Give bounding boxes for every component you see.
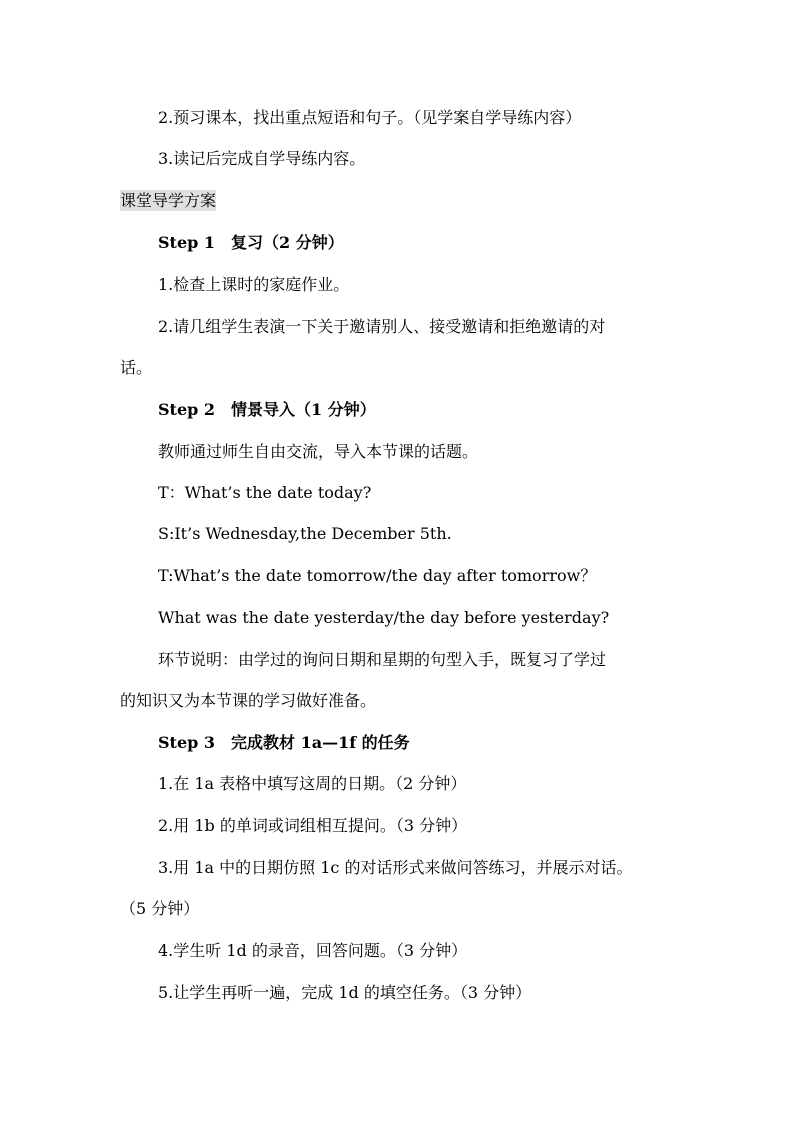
preview-item-2: 2.预习课本，找出重点短语和句子。（见学案自学导练内容）	[158, 108, 582, 127]
step3-item-5: 5.让学生再听一遍，完成 1d 的填空任务。（3 分钟）	[158, 983, 532, 1002]
step3-item-2: 2.用 1b 的单词或词组相互提问。（3 分钟）	[158, 816, 468, 835]
dialogue-line-1: T：What’s the date today?	[158, 483, 372, 502]
dialogue-line-2: S:It’s Wednesday,the December 5th.	[158, 524, 452, 543]
step1-heading: Step 1 复习（2 分钟）	[158, 233, 344, 252]
step3-item-1: 1.在 1a 表格中填写这周的日期。（2 分钟）	[158, 774, 467, 793]
step3-item-3-cont: （5 分钟）	[120, 899, 200, 918]
dialogue-line-3: T:What’s the date tomorrow/the day after tomorrow？	[158, 566, 597, 585]
section-heading-text: 课堂导学方案	[120, 191, 217, 210]
note-line-1: 环节说明：由学过的询问日期和星期的句型入手，既复习了学过	[158, 650, 607, 669]
step1-item-2-cont: 话。	[120, 358, 153, 377]
preview-item-3: 3.读记后完成自学导练内容。	[158, 149, 366, 168]
note-line-2: 的知识又为本节课的学习做好准备。	[120, 691, 377, 710]
step2-heading: Step 2 情景导入（1 分钟）	[158, 400, 376, 419]
step2-intro: 教师通过师生自由交流，导入本节课的话题。	[158, 442, 479, 461]
step3-heading: Step 3 完成教材 1a—1f 的任务	[158, 733, 410, 752]
step3-item-4: 4.学生听 1d 的录音，回答问题。（3 分钟）	[158, 941, 468, 960]
step1-item-1: 1.检查上课时的家庭作业。	[158, 275, 350, 294]
section-heading	[120, 189, 216, 213]
step3-item-3: 3.用 1a 中的日期仿照 1c 的对话形式来做问答练习，并展示对话。	[158, 858, 633, 877]
dialogue-line-4: What was the date yesterday/the day before yesterday?	[158, 608, 610, 627]
step1-item-2: 2.请几组学生表演一下关于邀请别人、接受邀请和拒绝邀请的对	[158, 317, 606, 336]
